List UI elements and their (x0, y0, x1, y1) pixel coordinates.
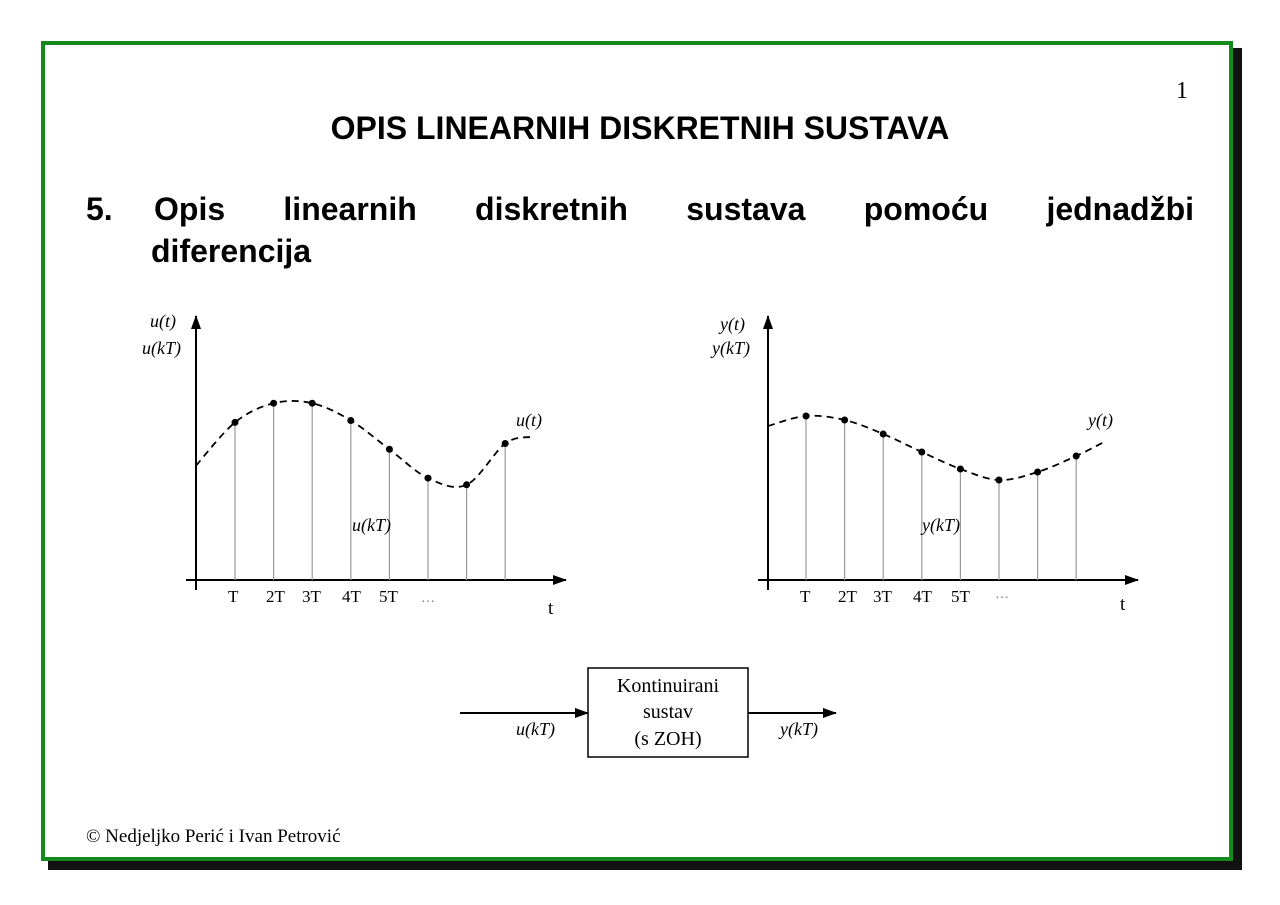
right-continuous-curve (768, 416, 1104, 480)
right-sample-point (996, 477, 1003, 484)
right-plot (710, 314, 1138, 615)
right-tick-label: … (995, 587, 1009, 602)
right-curve-label: y(t) (1088, 410, 1113, 430)
left-sample-point (463, 481, 470, 488)
left-x-axis-label: t (548, 598, 554, 619)
right-sample-point (1073, 453, 1080, 460)
left-tick-label: 4T (342, 587, 361, 606)
right-tick-label: 3T (873, 587, 892, 606)
left-y-label-2: u(kT) (142, 338, 181, 358)
left-y-label-1: u(t) (150, 311, 176, 331)
left-sample-point (270, 400, 277, 407)
left-sample-point (425, 475, 432, 482)
right-sample-point (1034, 469, 1041, 476)
heading-word: jednadžbi (1046, 191, 1194, 227)
left-tick-label: T (228, 587, 239, 606)
left-sample-point (347, 417, 354, 424)
right-y-label-1: y(t) (720, 314, 745, 334)
block-text-line-1: Kontinuirani (616, 675, 720, 697)
left-sample-label: u(kT) (352, 515, 391, 535)
page-number: 1 (1176, 78, 1188, 104)
heading-word: sustava (686, 191, 806, 227)
left-tick-label: 5T (379, 587, 398, 606)
left-sample-point (386, 446, 393, 453)
right-x-axis-label: t (1120, 594, 1126, 615)
right-sample-point (841, 417, 848, 424)
heading-line-2: diferencija (151, 233, 312, 269)
right-sample-label: y(kT) (922, 515, 960, 535)
left-sample-point (309, 400, 316, 407)
block-diagram (460, 668, 836, 757)
right-tick-label: T (800, 587, 811, 606)
heading-word: pomoću (863, 191, 989, 227)
slide-title: OPIS LINEARNIH DISKRETNIH SUSTAVA (330, 110, 950, 146)
right-sample-point (957, 466, 964, 473)
right-sample-point (918, 449, 925, 456)
left-tick-label: 3T (302, 587, 321, 606)
input-label: u(kT) (516, 719, 555, 739)
right-y-label-2: y(kT) (712, 338, 750, 358)
heading-word: Opis (154, 191, 226, 227)
block-text-line-2: sustav (643, 701, 693, 723)
output-label: y(kT) (780, 719, 818, 739)
heading-word: diskretnih (475, 191, 628, 227)
right-tick-label: 2T (838, 587, 857, 606)
left-tick-label: 2T (266, 587, 285, 606)
section-number: 5. (86, 191, 113, 227)
left-curve-label: u(t) (516, 410, 542, 430)
copyright-footer: © Nedjeljko Perić i Ivan Petrović (86, 826, 341, 847)
left-sample-point (502, 440, 509, 447)
heading-word: linearnih (283, 191, 417, 227)
right-sample-point (803, 413, 810, 420)
block-text-line-3: (s ZOH) (634, 728, 702, 750)
right-tick-label: 5T (951, 587, 970, 606)
left-sample-point (232, 419, 239, 426)
left-continuous-curve (196, 401, 532, 487)
left-plot (142, 311, 566, 619)
right-tick-label: 4T (913, 587, 932, 606)
right-sample-point (880, 431, 887, 438)
left-tick-label: … (421, 591, 435, 606)
